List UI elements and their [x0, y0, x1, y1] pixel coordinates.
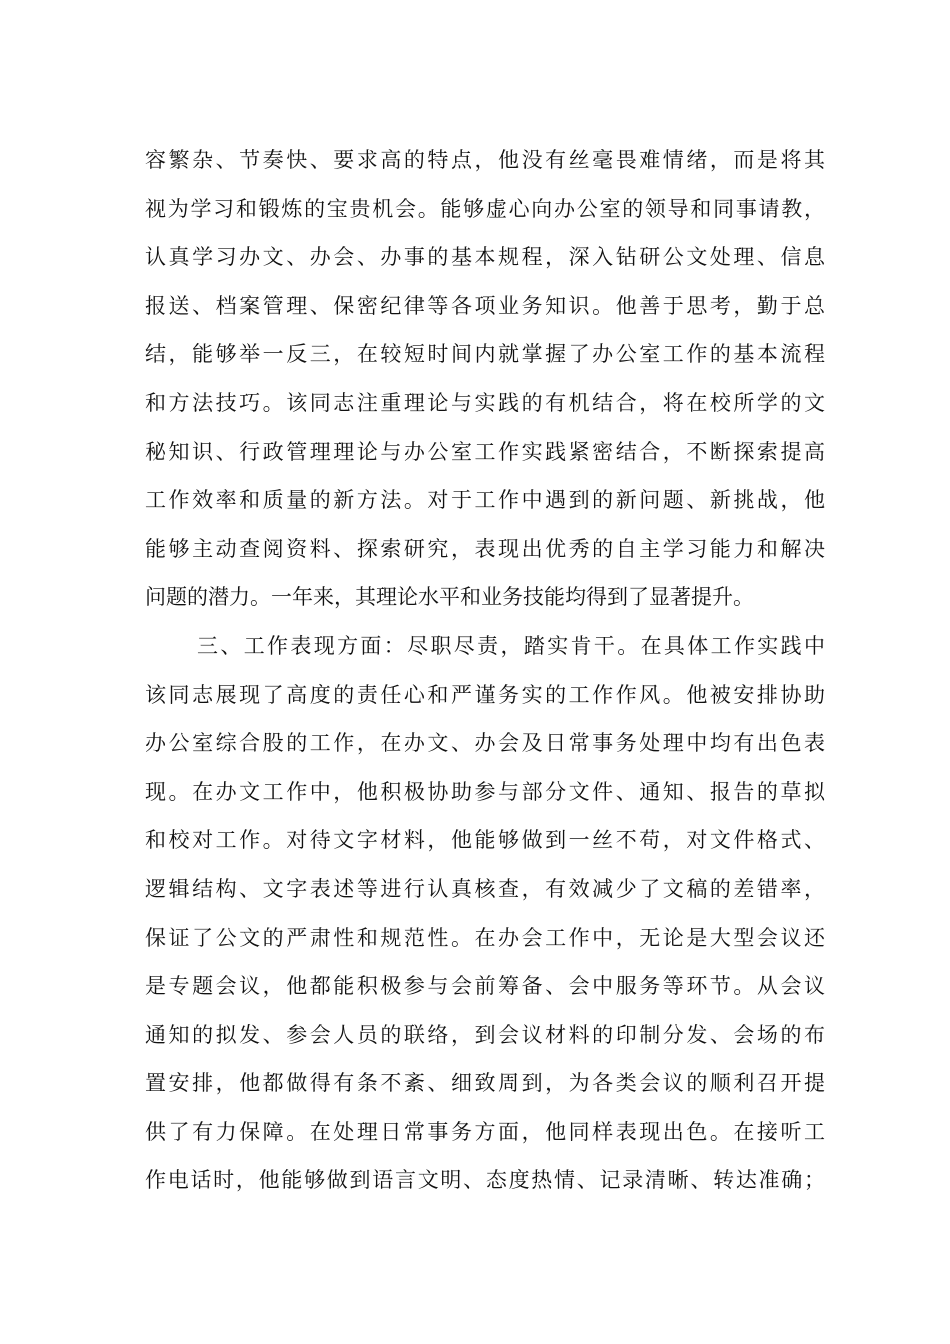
text-line: 保证了公文的严肃性和规范性。在办会工作中，无论是大型会议还: [145, 925, 825, 950]
text-line: 通知的拟发、参会人员的联络，到会议材料的印制分发、会场的布: [145, 1022, 825, 1047]
text-line: 办公室综合股的工作，在办文、办会及日常事务处理中均有出色表: [145, 731, 825, 756]
section-heading-line: 三、工作表现方面：尽职尽责，踏实肯干。在具体工作实践中: [197, 633, 825, 658]
text-line: 秘知识、行政管理理论与办公室工作实践紧密结合，不断探索提高: [145, 439, 825, 464]
text-line: 供了有力保障。在处理日常事务方面，他同样表现出色。在接听工: [145, 1119, 825, 1144]
text-line: 认真学习办文、办会、办事的基本规程，深入钻研公文处理、信息: [145, 245, 825, 270]
text-line: 是专题会议，他都能积极参与会前筹备、会中服务等环节。从会议: [145, 974, 825, 999]
text-line: 工作效率和质量的新方法。对于工作中遇到的新问题、新挑战，他: [145, 488, 825, 513]
text-line: 报送、档案管理、保密纪律等各项业务知识。他善于思考，勤于总: [145, 293, 825, 318]
text-line: 问题的潜力。一年来，其理论水平和业务技能均得到了显著提升。: [145, 585, 754, 610]
text-line: 容繁杂、节奏快、要求高的特点，他没有丝毫畏难情绪，而是将其: [145, 148, 825, 172]
text-line: 置安排，他都做得有条不紊、细致周到，为各类会议的顺利召开提: [145, 1071, 825, 1096]
text-line: 现。在办文工作中，他积极协助参与部分文件、通知、报告的草拟: [145, 779, 825, 804]
text-line: 该同志展现了高度的责任心和严谨务实的工作作风。他被安排协助: [145, 682, 825, 707]
text-line: 视为学习和锻炼的宝贵机会。能够虚心向办公室的领导和同事请教，: [145, 196, 825, 221]
body-text: [145, 136, 825, 1205]
text-line: 结，能够举一反三，在较短时间内就掌握了办公室工作的基本流程: [145, 342, 825, 367]
text-line: 和校对工作。对待文字材料，他能够做到一丝不苟，对文件格式、: [145, 828, 825, 853]
text-line: 能够主动查阅资料、探索研究，表现出优秀的自主学习能力和解决: [145, 536, 825, 561]
text-line: 和方法技巧。该同志注重理论与实践的有机结合，将在校所学的文: [145, 390, 825, 415]
text-line: 作电话时，他能够做到语言文明、态度热情、记录清晰、转达准确；: [145, 1168, 825, 1193]
text-line: 逻辑结构、文字表述等进行认真核查，有效减少了文稿的差错率，: [145, 876, 825, 901]
